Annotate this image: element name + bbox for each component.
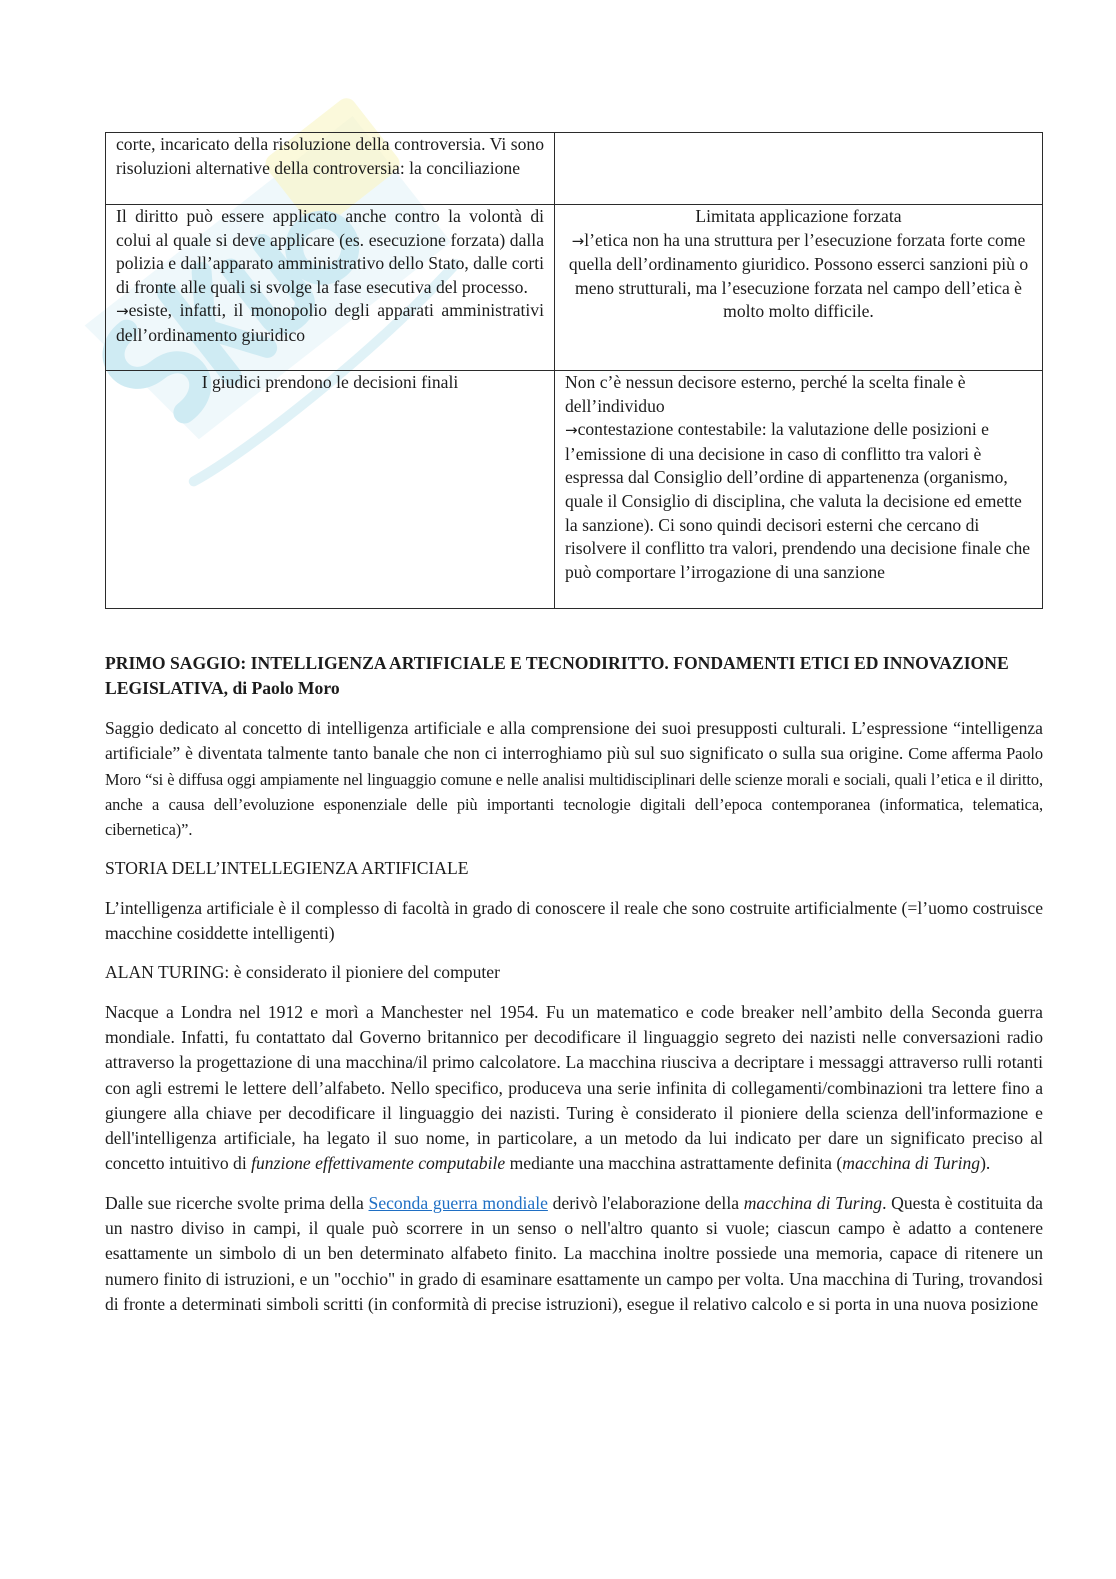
quote-text: Come afferma Paolo Moro “si è diffusa oggi ampiamente nel linguaggio comune e nelle analisi multidisciplinari delle scienze morali e sociali, quali l’etica e il diritto, anche a causa dell’evoluzione esponenziale delle più importanti tecnologie digitali dell’epoca contemporanea (informatica, telematica, cibernetica)”.	[105, 744, 1043, 840]
table-cell-left	[106, 371, 555, 609]
italic-term: macchina di Turing	[842, 1153, 981, 1174]
bio-paragraph: Nacque a Londra nel 1912 e morì a Manchester nel 1954. Fu un matematico e code breaker nell’ambito della Seconda guerra mondiale. Infatti, fu contattato dal Governo britannico per decodificare il linguaggio segreto dei nazisti nelle conversazioni radio attraverso la progettazione di una macchina/il primo calcolatore. La macchina riusciva a decriptare i messaggi attraverso rulli rotanti con agli estremi le lettere dell’alfabeto. Nello specifico, produceva una serie infinita di collegamenti/combinazioni tra lettere fino a giungere alla chiave per decodificare il linguaggio dei nazisti. Turing è considerato il pioniere della scienza dell'informazione e dell'intelligenza artificiale, ha legato il suo nome, in particolare, a un metodo da lui indicato per dare un significato preciso al concetto intuitivo di funzione effettivamente computabile mediante una macchina astrattamente definita (macchina di Turing).	[105, 1001, 1043, 1174]
comparison-table	[105, 132, 1043, 609]
cell-text: Non c’è nessun decisore esterno, perché la scelta finale è dell’individuo	[565, 372, 966, 416]
research-paragraph: Dalle sue ricerche svolte prima della Seconda guerra mondiale derivò l'elaborazione della macchina di Turing. Questa è costituita da un nastro diviso in campi, il quale può scorrere in un senso o nell'altro quanto si vuole; ciascun campo è adatto a contenere esattamente un simbolo di un ben determinato alfabeto finito. La macchina inoltre possiede una memoria, capace di ritenere un numero finito di istruzioni, e un "occhio" in grado di esaminare esattamente un campo per volta. Una macchina di Turing, trovandosi di fronte a determinati simboli scritti (in conformità di precise istruzioni), esegue il relativo calcolo e si porta in una nuova posizione	[105, 1192, 1043, 1314]
arrow-icon: →	[116, 302, 129, 321]
intro-paragraph	[105, 716, 1043, 842]
section-heading: STORIA DELL’INTELLEGIENZA ARTIFICIALE	[105, 858, 469, 879]
arrow-icon: →	[571, 231, 585, 250]
cell-text: I giudici prendono le decisioni finali	[201, 372, 459, 392]
cell-text: →l’etica non ha una struttura per l’esecuzione forzata forte come quella dell’ordinamento giuridico. Possono esserci sanzioni più o meno strutturali, ma l’esecuzione forzata nel campo dell’etica è molto molto difficile.	[568, 229, 1029, 322]
turing-heading: ALAN TURING: è considerato il pioniere del computer	[105, 962, 500, 983]
table-cell-left	[106, 205, 555, 371]
table-cell-right	[555, 133, 1043, 205]
document-page	[105, 132, 1043, 1317]
table-cell-right	[555, 205, 1043, 371]
cell-text: Il diritto può essere applicato anche contro la volontà di colui al quale si deve applicare (es. esecuzione forzata) dalla polizia e dall’apparato amministrativo dello Stato, dalle corti di fronte alle quali si svolge la fase esecutiva del processo.	[116, 206, 544, 297]
table-row	[106, 205, 1043, 371]
arrow-icon: →	[565, 421, 578, 440]
table-cell-right	[555, 371, 1043, 609]
cell-text: →contestazione contestabile: la valutazione delle posizioni e l’emissione di una decisione in caso di conflitto tra valori è espressa dal Consiglio dell’ordine di appartenenza (organismo, quale il Consiglio di disciplina, che valuta la decisione ed emette la sanzione). Ci sono quindi decisori esterni che cercano di risolvere il conflitto tra valori, prendendo una decisione finale che può comportare l’irrogazione di una sanzione	[565, 419, 1031, 582]
cell-text: corte, incaricato della risoluzione della controversia. Vi sono risoluzioni alternative della controversia: la conciliazione	[116, 134, 544, 178]
table-row	[106, 133, 1043, 205]
definition-paragraph: L’intelligenza artificiale è il complesso di facoltà in grado di conoscere il reale che sono costruite artificialmente (=l’uomo costruisce macchine cosiddette intelligenti)	[105, 897, 1043, 944]
table-row	[106, 371, 1043, 609]
italic-term: funzione effettivamente computabile	[251, 1153, 506, 1174]
essay-title: PRIMO SAGGIO: INTELLIGENZA ARTIFICIALE E TECNODIRITTO. FONDAMENTI ETICI ED INNOVAZIONE LEGISLATIVA, di Paolo Moro	[105, 653, 1009, 698]
seconda-guerra-link[interactable]: Seconda guerra mondiale	[368, 1192, 548, 1213]
table-cell-left	[106, 133, 555, 205]
cell-text: Limitata applicazione forzata	[695, 206, 902, 226]
cell-text: →esiste, infatti, il monopolio degli apparati amministrativi dell’ordinamento giuridico	[116, 300, 544, 345]
italic-term: macchina di Turing	[743, 1192, 883, 1213]
intro-text: Saggio dedicato al concetto di intelligenza artificiale e alla comprensione dei suoi presupposti culturali. L’espressione “intelligenza artificiale” è diventata talmente tanto banale che non ci interroghiamo più sul suo significato o sulla sua origine.	[105, 718, 1043, 764]
